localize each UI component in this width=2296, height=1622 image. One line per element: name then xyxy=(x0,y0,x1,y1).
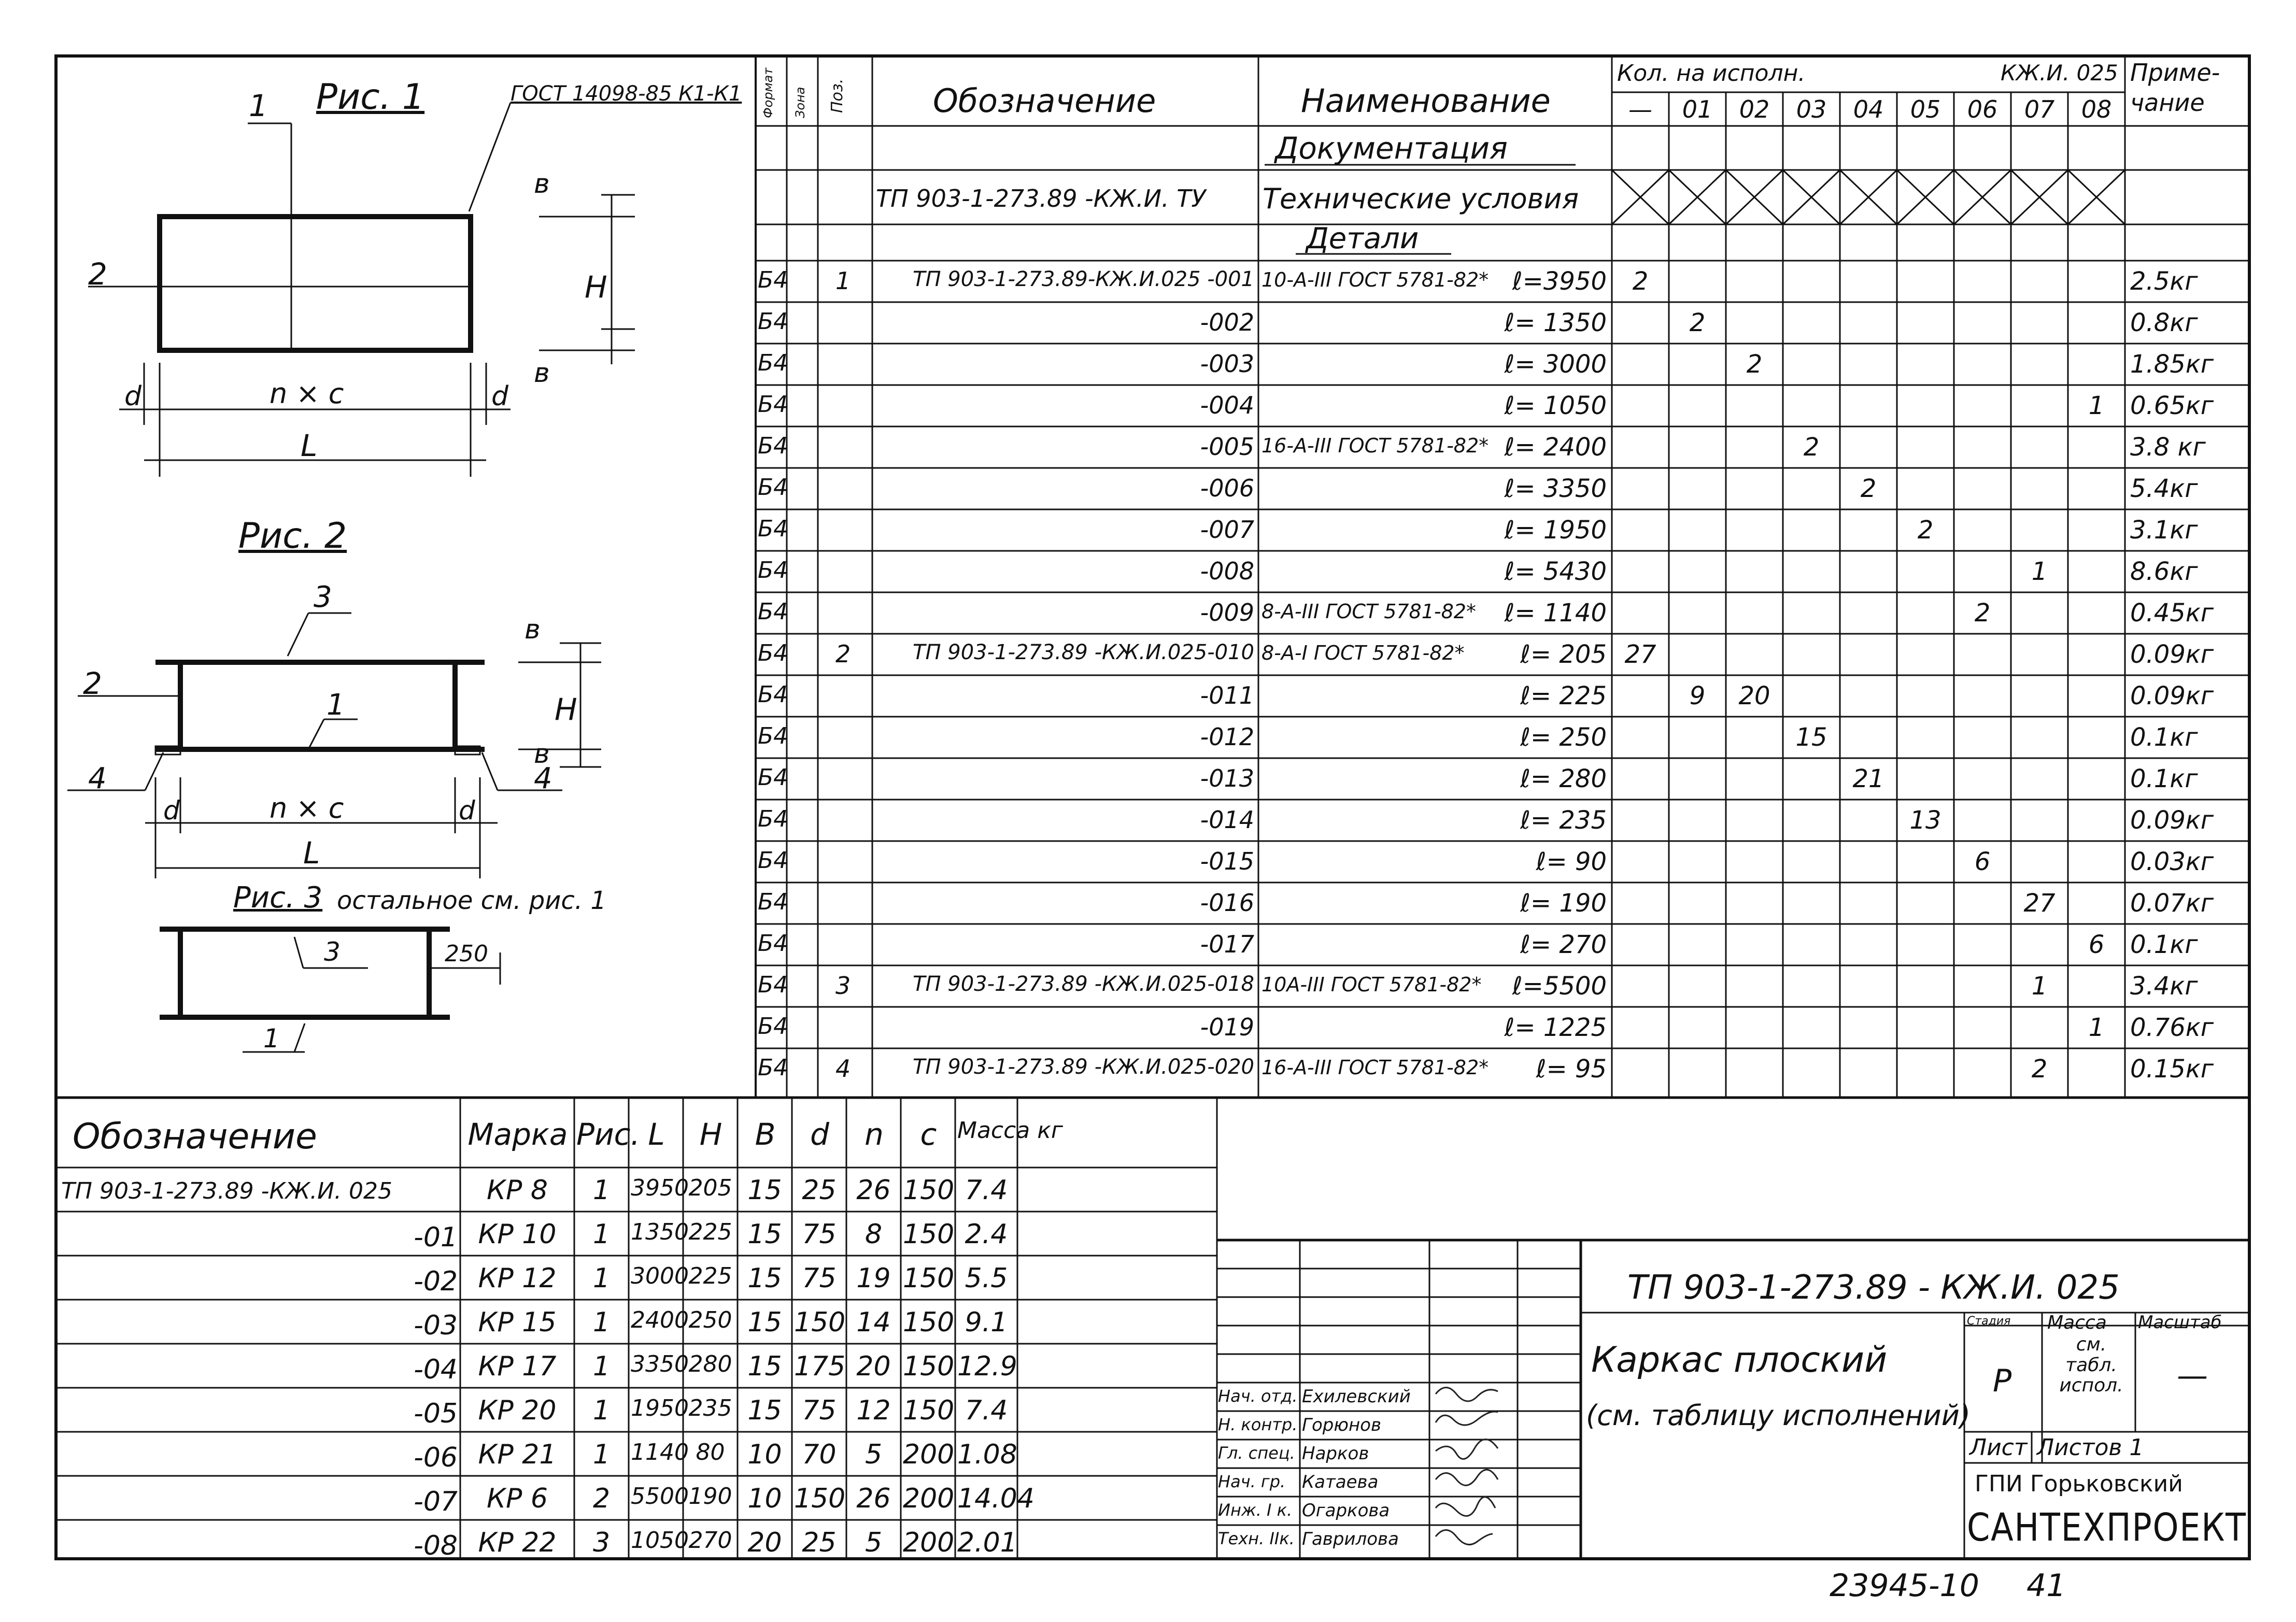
spec-variant-header: 07 xyxy=(2024,95,2055,123)
spec-row-length: ℓ= 95 xyxy=(1536,1055,1607,1084)
variants-cell: 10 xyxy=(747,1483,782,1514)
variants-cell: 1350 xyxy=(631,1219,689,1245)
spec-row-pos: 2 xyxy=(835,640,851,668)
variants-cell: 3950 xyxy=(631,1175,689,1201)
fig2-dim-d-right: d xyxy=(459,795,475,826)
spec-row-name: 10А-III ГОСТ 5781-82* xyxy=(1262,973,1482,996)
spec-row-qty: 1 xyxy=(2088,391,2105,420)
spec-row-note: 0.15кг xyxy=(2130,1055,2214,1084)
spec-row-format: Б4 xyxy=(758,599,788,625)
tb-name-line2: (см. таблицу исполнений) xyxy=(1586,1399,1971,1432)
variants-cell-designation: ТП 903-1-273.89 -КЖ.И. 025 xyxy=(61,1178,392,1204)
variants-cell-designation: -06 xyxy=(414,1442,458,1473)
variants-cell: 1 xyxy=(592,1219,611,1250)
variants-cell: 75 xyxy=(802,1263,837,1294)
variants-cell: 205 xyxy=(688,1175,732,1201)
spec-row-note: 0.09кг xyxy=(2130,640,2214,669)
tb-signer-role: Нач. гр. xyxy=(1218,1472,1286,1491)
spec-row-length: ℓ= 2400 xyxy=(1504,433,1607,462)
variants-header: Масса кг xyxy=(957,1117,1063,1144)
spec-row-format: Б4 xyxy=(758,1055,788,1081)
spec-row-format: Б4 xyxy=(758,516,788,542)
spec-row-format: Б4 xyxy=(758,972,788,998)
spec-row-format: Б4 xyxy=(758,350,788,376)
variants-header: Н xyxy=(699,1117,722,1152)
spec-row-length: ℓ= 270 xyxy=(1520,930,1607,959)
spec-row-designation: -017 xyxy=(1200,930,1254,958)
fig2-pos-3: 3 xyxy=(314,580,332,614)
fig3-title: Рис. 3 xyxy=(233,881,323,915)
fig2-dim-d-left: d xyxy=(163,795,180,826)
spec-row-format: Б4 xyxy=(758,474,788,501)
spec-variant-header: 01 xyxy=(1682,95,1713,123)
spec-row-name: 8-А-III ГОСТ 5781-82* xyxy=(1262,600,1476,623)
spec-row-format: Б4 xyxy=(758,889,788,915)
spec-row-length: ℓ= 190 xyxy=(1520,889,1607,918)
variants-cell: 150 xyxy=(903,1395,955,1426)
spec-row-qty: 2 xyxy=(1860,474,1877,503)
variants-cell-designation: -08 xyxy=(414,1530,458,1561)
spec-row-note: 3.1кг xyxy=(2130,516,2198,545)
variants-cell: 10 xyxy=(747,1439,782,1470)
spec-row-length: ℓ=3950 xyxy=(1512,267,1607,296)
variants-cell: 200 xyxy=(903,1483,955,1514)
variants-cell: 3350 xyxy=(631,1351,689,1377)
spec-row-note: 0.1кг xyxy=(2130,764,2198,793)
spec-row-note: 0.07кг xyxy=(2130,889,2214,918)
spec-row-note: 0.1кг xyxy=(2130,930,2198,959)
spec-row-note: 1.85кг xyxy=(2130,350,2214,379)
variants-header: Обозначение xyxy=(73,1116,317,1157)
variants-cell: КР 12 xyxy=(478,1263,557,1294)
variants-cell: 225 xyxy=(688,1263,732,1289)
fig2-dim-nxc: n × c xyxy=(270,792,344,824)
spec-row-designation: -013 xyxy=(1200,764,1254,792)
variants-cell: 150 xyxy=(794,1307,846,1338)
spec-row-qty: 2 xyxy=(1974,599,1991,628)
tb-signer-name: Ехилевский xyxy=(1302,1386,1411,1407)
variants-cell-designation: -01 xyxy=(414,1222,458,1253)
variants-cell: 150 xyxy=(903,1175,955,1206)
variants-cell: 200 xyxy=(903,1527,955,1558)
spec-row-qty: 27 xyxy=(1624,640,1656,669)
tb-signer-name: Огаркова xyxy=(1302,1500,1390,1521)
spec-header-designation: Обозначение xyxy=(933,82,1156,120)
variants-cell: 12 xyxy=(856,1395,891,1426)
variants-header: Рис. xyxy=(576,1117,640,1152)
spec-row-format: Б4 xyxy=(758,806,788,832)
tb-signer-name: Горюнов xyxy=(1302,1415,1382,1435)
spec-header-qty-group: Кол. на исполн. xyxy=(1617,60,1806,87)
variants-cell: 26 xyxy=(856,1175,891,1206)
spec-row-qty: 1 xyxy=(2031,972,2048,1001)
variants-cell: 250 xyxy=(688,1307,732,1333)
variants-cell: 150 xyxy=(794,1483,846,1514)
variants-cell: 2.01 xyxy=(957,1527,1017,1558)
spec-row-qty: 9 xyxy=(1689,681,1706,710)
variants-cell: 1 xyxy=(592,1175,611,1206)
fig2-dim-b-bottom: в xyxy=(534,738,550,770)
spec-row-qty: 1 xyxy=(2088,1013,2105,1042)
variants-cell: 15 xyxy=(747,1351,782,1382)
spec-row-pos: 3 xyxy=(835,972,851,1000)
tb-scale-header: Масштаб xyxy=(2138,1312,2222,1333)
tb-signer-role: Техн. IIк. xyxy=(1218,1529,1295,1548)
spec-row-note: 0.76кг xyxy=(2130,1013,2214,1042)
spec-row-designation: ТП 903-1-273.89 -КЖ.И.025-018 xyxy=(913,972,1254,996)
fig3-pos-1: 1 xyxy=(263,1023,280,1054)
spec-row-qty: 2 xyxy=(1917,516,1934,545)
variants-cell: 75 xyxy=(802,1395,837,1426)
spec-row-qty: 6 xyxy=(1974,847,1991,876)
variants-cell: КР 22 xyxy=(478,1527,557,1558)
tb-designation: ТП 903-1-273.89 - КЖ.И. 025 xyxy=(1627,1269,2120,1307)
variants-cell: 25 xyxy=(802,1175,837,1206)
variants-header: L xyxy=(648,1117,665,1152)
spec-row-note: 3.8 кг xyxy=(2130,433,2206,462)
variants-cell: 1050 xyxy=(631,1527,689,1554)
spec-row-length: ℓ=5500 xyxy=(1512,972,1607,1001)
spec-row-pos: 4 xyxy=(835,1055,851,1083)
spec-row-note: 0.09кг xyxy=(2130,806,2214,835)
variants-cell: 5 xyxy=(864,1439,883,1470)
variants-header: c xyxy=(920,1117,937,1152)
spec-row-format: Б4 xyxy=(758,557,788,584)
spec-row-qty: 6 xyxy=(2088,930,2105,959)
fig1-dim-h: Н xyxy=(585,269,607,305)
spec-row-length: ℓ= 5430 xyxy=(1504,557,1607,586)
spec-row-qty: 20 xyxy=(1738,681,1770,710)
variants-cell: 70 xyxy=(802,1439,837,1470)
spec-row-designation: ТП 903-1-273.89-КЖ.И.025 -001 xyxy=(913,267,1254,291)
tb-signer-role: Нач. отд. xyxy=(1218,1386,1298,1406)
variants-cell: 175 xyxy=(794,1351,846,1382)
spec-row-designation: ТП 903-1-273.89 -КЖ.И.025-020 xyxy=(913,1055,1254,1079)
spec-row-length: ℓ= 205 xyxy=(1520,640,1607,669)
spec-row-format: Б4 xyxy=(758,930,788,957)
variants-cell-designation: -02 xyxy=(414,1266,458,1297)
spec-row-qty: 2 xyxy=(2031,1055,2048,1084)
variants-cell: 1 xyxy=(592,1439,611,1470)
variants-cell: КР 20 xyxy=(478,1395,557,1426)
fig1-gost-label: ГОСТ 14098-85 К1-К1 xyxy=(511,82,742,106)
spec-header-format: Формат xyxy=(761,67,775,118)
fig2-pos-1: 1 xyxy=(327,688,345,722)
spec-row-pos: 1 xyxy=(835,267,851,295)
spec-row-note: 0.45кг xyxy=(2130,599,2214,628)
tb-signer-role: Н. контр. xyxy=(1218,1415,1298,1434)
spec-row-designation: -011 xyxy=(1200,681,1254,709)
variants-cell: 3000 xyxy=(631,1263,689,1289)
variants-cell: 235 xyxy=(688,1395,732,1421)
fig2-pos-4-left: 4 xyxy=(88,762,107,795)
tb-org-line2: САНТЕХПРОЕКТ xyxy=(1967,1505,2247,1550)
variants-cell: 190 xyxy=(688,1483,732,1510)
variants-cell: 15 xyxy=(747,1395,782,1426)
fig1-dim-d-left: d xyxy=(124,381,142,412)
variants-header: n xyxy=(864,1117,884,1152)
fig2-dim-l: L xyxy=(303,835,320,871)
variants-cell: 1 xyxy=(592,1351,611,1382)
tb-sheet-label: Лист xyxy=(1969,1434,2028,1461)
spec-row-name: 8-А-I ГОСТ 5781-82* xyxy=(1262,642,1465,664)
variants-cell: 80 xyxy=(696,1439,725,1466)
tb-signer-name: Катаева xyxy=(1302,1472,1379,1492)
variants-cell: 225 xyxy=(688,1219,732,1245)
spec-row-designation: -003 xyxy=(1200,350,1254,378)
spec-row-qty: 21 xyxy=(1852,764,1884,793)
fig1-dim-nxc: n × c xyxy=(270,377,344,410)
spec-row-length: ℓ= 1225 xyxy=(1504,1013,1607,1042)
tb-signer-role: Гл. спец. xyxy=(1218,1443,1295,1463)
spec-header-pos: Поз. xyxy=(828,78,846,113)
spec-row-designation: -006 xyxy=(1200,474,1254,502)
variants-cell: 5 xyxy=(864,1527,883,1558)
spec-row-length: ℓ= 1140 xyxy=(1504,599,1607,628)
variants-cell: 12.9 xyxy=(957,1351,1017,1382)
variants-cell-designation: -03 xyxy=(414,1310,458,1341)
spec-variant-header: 02 xyxy=(1739,95,1770,123)
spec-row-designation: -008 xyxy=(1200,557,1254,585)
variants-cell: 270 xyxy=(688,1527,732,1554)
spec-row-qty: 15 xyxy=(1795,723,1827,752)
spec-row-format: Б4 xyxy=(758,847,788,874)
variants-cell: КР 15 xyxy=(478,1307,557,1338)
variants-cell: КР 6 xyxy=(487,1483,548,1514)
fig2-pos-2: 2 xyxy=(83,666,102,701)
spec-section-docs: Документация xyxy=(1275,131,1508,166)
fig1-pos-2: 2 xyxy=(88,257,107,292)
spec-row-designation: -014 xyxy=(1200,806,1254,834)
spec-row-length: ℓ= 225 xyxy=(1520,681,1607,710)
spec-row-note: 3.4кг xyxy=(2130,972,2198,1001)
variants-cell: 25 xyxy=(802,1527,837,1558)
variants-cell: 7.4 xyxy=(965,1395,1008,1426)
spec-row-designation: -004 xyxy=(1200,391,1254,419)
fig2-dim-b-top: в xyxy=(525,614,541,645)
variants-cell: 15 xyxy=(747,1175,782,1206)
tb-name-line1: Каркас плоский xyxy=(1591,1340,1888,1381)
spec-header-name: Наименование xyxy=(1301,82,1551,120)
spec-row-length: ℓ= 3000 xyxy=(1504,350,1607,379)
variants-cell: 7.4 xyxy=(965,1175,1008,1206)
variants-cell: 1.08 xyxy=(957,1439,1017,1470)
spec-row-note: 2.5кг xyxy=(2130,267,2198,296)
spec-row-format: Б4 xyxy=(758,764,788,791)
page-number: 41 xyxy=(2026,1568,2066,1604)
spec-row-format: Б4 xyxy=(758,640,788,666)
fig1-pos-1: 1 xyxy=(249,88,268,123)
spec-row-length: ℓ= 3350 xyxy=(1504,474,1607,503)
spec-row-format: Б4 xyxy=(758,1013,788,1040)
variants-cell: КР 21 xyxy=(478,1439,557,1470)
variants-cell: 2.4 xyxy=(965,1219,1008,1250)
spec-doc-designation: ТП 903-1-273.89 -КЖ.И. ТУ xyxy=(876,184,1206,212)
spec-row-length: ℓ= 90 xyxy=(1536,847,1607,876)
spec-row-designation: -005 xyxy=(1200,433,1254,461)
variants-cell: 14 xyxy=(856,1307,891,1338)
spec-row-qty: 1 xyxy=(2031,557,2048,586)
fig2-title: Рис. 2 xyxy=(238,516,347,557)
spec-row-qty: 2 xyxy=(1689,308,1706,337)
spec-section-parts: Детали xyxy=(1306,222,1419,255)
spec-row-name: 16-А-III ГОСТ 5781-82* xyxy=(1262,1056,1489,1079)
variants-cell: 280 xyxy=(688,1351,732,1377)
fig1-dim-b-top: в xyxy=(534,168,550,200)
variants-header: Марка xyxy=(467,1117,568,1152)
spec-row-format: Б4 xyxy=(758,681,788,708)
spec-row-length: ℓ= 1950 xyxy=(1504,516,1607,545)
spec-row-designation: -009 xyxy=(1200,599,1254,627)
tb-scale: — xyxy=(2177,1358,2208,1394)
spec-row-note: 0.65кг xyxy=(2130,391,2214,420)
variants-cell: 1140 xyxy=(631,1439,689,1466)
spec-row-note: 0.09кг xyxy=(2130,681,2214,710)
fig2-drawing xyxy=(67,613,601,878)
variants-cell-designation: -04 xyxy=(414,1354,458,1385)
variants-cell: 15 xyxy=(747,1219,782,1250)
variants-cell: 200 xyxy=(903,1439,955,1470)
variants-cell: 2 xyxy=(592,1483,611,1514)
spec-variant-header: — xyxy=(1628,95,1652,123)
spec-row-note: 0.03кг xyxy=(2130,847,2214,876)
variants-cell: 150 xyxy=(903,1351,955,1382)
spec-row-name: 16-А-III ГОСТ 5781-82* xyxy=(1262,434,1489,457)
fig2-dim-h: Н xyxy=(555,692,577,727)
variants-cell: 1950 xyxy=(631,1395,689,1421)
spec-row-length: ℓ= 280 xyxy=(1520,764,1607,793)
spec-row-length: ℓ= 1050 xyxy=(1504,391,1607,420)
variants-cell: 8 xyxy=(864,1219,883,1250)
spec-header-zone: Зона xyxy=(793,87,807,118)
variants-cell: 150 xyxy=(903,1219,955,1250)
spec-row-qty: 2 xyxy=(1803,433,1820,462)
spec-variant-header: 06 xyxy=(1967,95,1998,123)
spec-row-format: Б4 xyxy=(758,723,788,749)
fig1-dim-d-right: d xyxy=(491,381,509,412)
variants-cell: 1 xyxy=(592,1263,611,1294)
fig3-pos-3: 3 xyxy=(324,937,341,967)
variants-cell-designation: -07 xyxy=(414,1486,458,1517)
variants-cell: 1 xyxy=(592,1395,611,1426)
variants-cell: 5.5 xyxy=(965,1263,1008,1294)
fig1-dim-b-bottom: в xyxy=(534,358,550,389)
spec-row-designation: -019 xyxy=(1200,1013,1254,1041)
variants-cell-designation: -05 xyxy=(414,1398,458,1429)
tb-stage: Р xyxy=(1993,1363,2012,1399)
spec-row-note: 8.6кг xyxy=(2130,557,2198,586)
variants-cell: 15 xyxy=(747,1307,782,1338)
variants-cell: 19 xyxy=(856,1263,891,1294)
tb-signer-role: Инж. I к. xyxy=(1218,1500,1293,1520)
spec-row-format: Б4 xyxy=(758,267,788,293)
spec-variant-header: 05 xyxy=(1910,95,1941,123)
tb-signer-name: Гавриловa xyxy=(1302,1529,1399,1549)
tb-org-line1: ГПИ Горьковский xyxy=(1975,1471,2183,1497)
variants-cell: 15 xyxy=(747,1263,782,1294)
variants-cell: КР 8 xyxy=(487,1175,548,1206)
spec-row-note: 5.4кг xyxy=(2130,474,2198,503)
spec-row-designation: ТП 903-1-273.89 -КЖ.И.025-010 xyxy=(913,641,1254,664)
variants-header: В xyxy=(755,1117,776,1152)
spec-variant-header: 04 xyxy=(1853,95,1884,123)
archive-number: 23945-10 xyxy=(1830,1568,1979,1604)
spec-row-length: ℓ= 235 xyxy=(1520,806,1607,835)
spec-header-note: Приме- чание xyxy=(2130,59,2220,117)
spec-row-format: Б4 xyxy=(758,308,788,335)
fig1-dim-l: L xyxy=(301,428,318,463)
spec-row-length: ℓ= 250 xyxy=(1520,723,1607,752)
variants-cell: 9.1 xyxy=(965,1307,1008,1338)
tb-stage-header: Стадия xyxy=(1967,1315,2011,1328)
fig3-note: остальное см. рис. 1 xyxy=(337,886,606,915)
variants-cell: 3 xyxy=(592,1527,611,1558)
variants-cell: 2400 xyxy=(631,1307,689,1333)
variants-cell: КР 17 xyxy=(478,1351,557,1382)
variants-cell: 5500 xyxy=(631,1483,689,1510)
spec-row-format: Б4 xyxy=(758,391,788,418)
spec-row-qty: 2 xyxy=(1632,267,1649,296)
variants-cell: 14.04 xyxy=(957,1483,1034,1514)
spec-row-name: 10-А-III ГОСТ 5781-82* xyxy=(1262,268,1489,291)
spec-header-qty-doc: КЖ.И. 025 xyxy=(2001,60,2118,86)
variants-cell: 150 xyxy=(903,1307,955,1338)
spec-row-designation: -015 xyxy=(1200,847,1254,875)
spec-variant-header: 03 xyxy=(1796,95,1827,123)
spec-row-format: Б4 xyxy=(758,433,788,459)
tb-mass-header: Масса xyxy=(2047,1312,2107,1333)
spec-row-length: ℓ= 1350 xyxy=(1504,308,1607,337)
spec-row-designation: -016 xyxy=(1200,889,1254,917)
spec-row-designation: -012 xyxy=(1200,723,1254,751)
tb-signer-name: Нарков xyxy=(1302,1443,1369,1464)
tb-mass: см. табл. испол. xyxy=(2059,1334,2123,1397)
variants-cell: КР 10 xyxy=(478,1219,557,1250)
variants-cell: 26 xyxy=(856,1483,891,1514)
spec-variant-header: 08 xyxy=(2081,95,2112,123)
spec-row-qty: 2 xyxy=(1746,350,1763,379)
spec-row-designation: -002 xyxy=(1200,308,1254,336)
spec-row-qty: 13 xyxy=(1909,806,1941,835)
tb-sheets-label: Листов 1 xyxy=(2037,1434,2144,1461)
fig2-pos-4-right: 4 xyxy=(534,762,552,795)
spec-row-qty: 27 xyxy=(2023,889,2056,918)
variants-cell: 150 xyxy=(903,1263,955,1294)
fig1-title: Рис. 1 xyxy=(316,77,425,118)
spec-row-designation: -007 xyxy=(1200,516,1254,544)
variants-cell: 20 xyxy=(747,1527,782,1558)
spec-row-note: 0.1кг xyxy=(2130,723,2198,752)
variants-header: d xyxy=(810,1117,829,1152)
variants-cell: 75 xyxy=(802,1219,837,1250)
variants-cell: 1 xyxy=(592,1307,611,1338)
spec-doc-name: Технические условия xyxy=(1263,182,1579,215)
fig3-dim-250: 250 xyxy=(445,941,488,967)
variants-cell: 20 xyxy=(856,1351,891,1382)
spec-row-note: 0.8кг xyxy=(2130,308,2198,337)
